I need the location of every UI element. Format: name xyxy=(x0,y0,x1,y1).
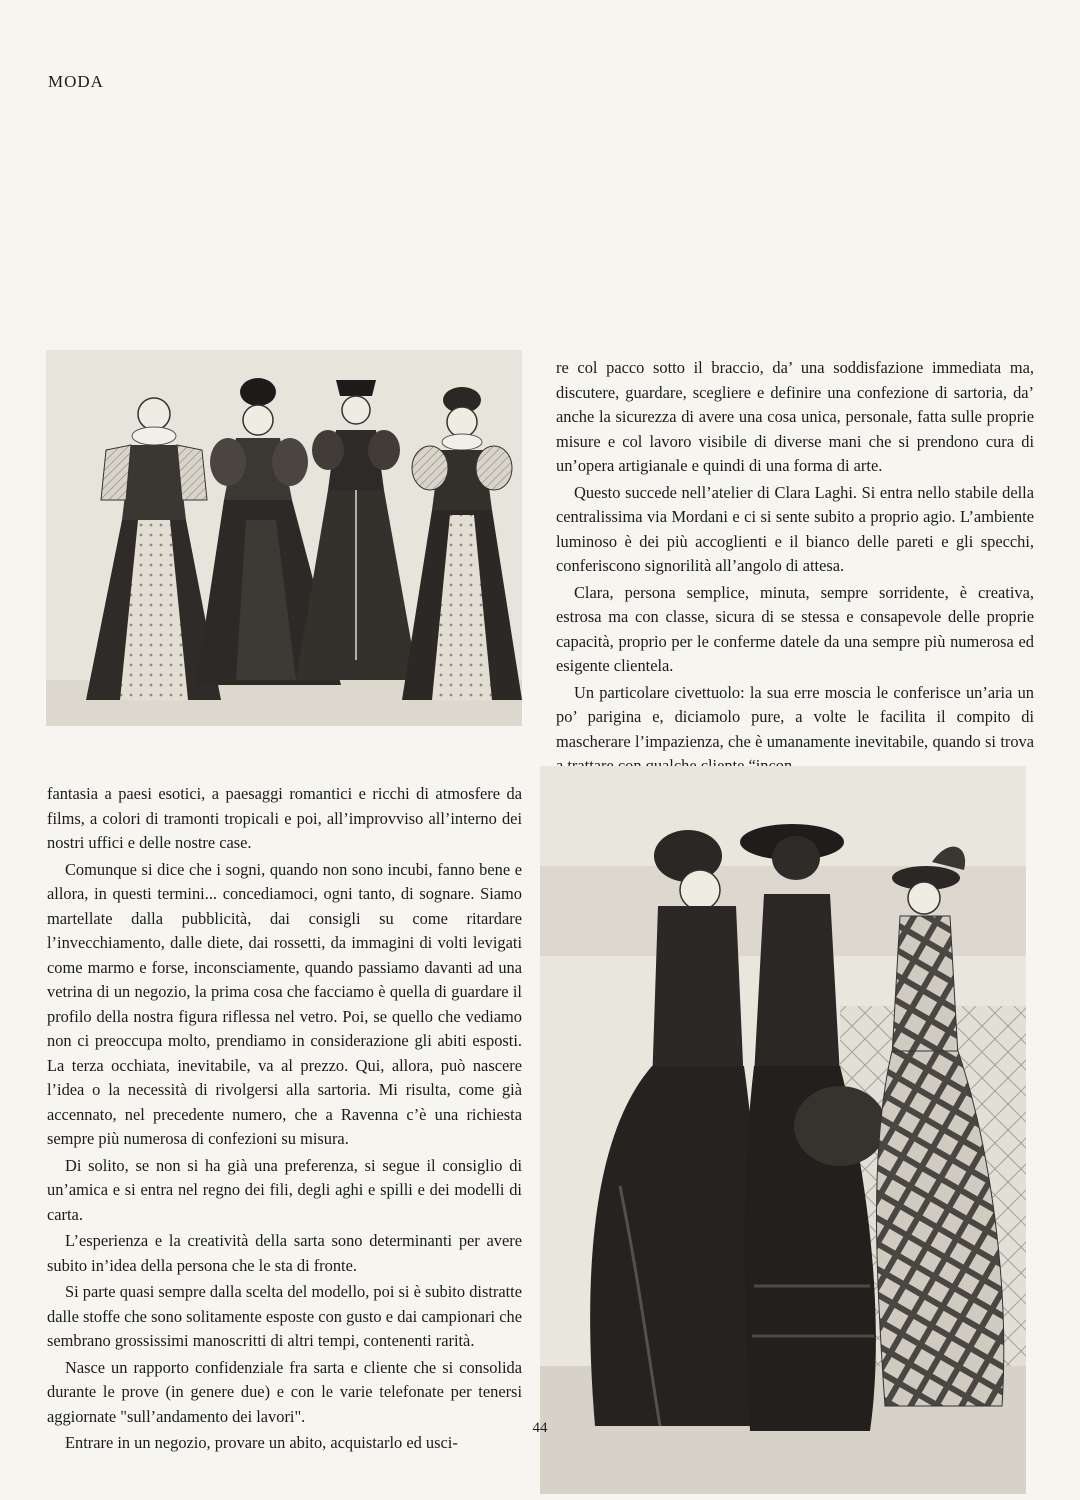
victorian-women-illustration xyxy=(540,766,1026,1494)
paragraph: Di solito, se non si ha già una preferenza, si segue il consiglio di un’amica e si entra nel regno dei fili, degli aghi e spilli e dei modelli di carta. xyxy=(47,1155,522,1224)
section-label: MODA xyxy=(48,72,104,91)
paragraph: Nasce un rapporto confidenziale fra sarta e cliente che si consolida durante le prove (in genere due) e con le varie telefonate per tenersi aggiornate "sull’andamento dei lavori". xyxy=(47,1357,522,1426)
right-text-column xyxy=(556,356,1034,781)
paragraph: Un particolare civettuolo: la sua erre moscia le conferisce un’aria un po’ parigina e, diciamolo pure, a volte le facilita il compito di mascherare l’impazienza, che è umanamente inevitabile, quando si trova xyxy=(556,682,1034,751)
renaissance-gowns-illustration xyxy=(46,350,522,726)
paragraph: fantasia a paesi esotici, a paesaggi romantici e ricchi di atmosfere da films, a colori di tramonti tropicali e poi, all’improvviso all’interno dei nostri uffici e delle nostre case. xyxy=(47,784,522,852)
paragraph: Clara, persona semplice, minuta, sempre sorridente, è creativa, estrosa ma con classe, sicura di se stessa e consapevole delle proprie capacità, proprio per le conferme datele da una sempre più numerosa ed esigente clientela. xyxy=(556,582,1034,675)
paragraph: Si parte quasi sempre dalla scelta del modello, poi si è subito distratte dalle stoffe che sono solitamente esposte con gusto e dai campionari che sembrano grossissimi manoscritti di altri tempi, contenenti rarità. xyxy=(47,1282,522,1350)
paragraph: re col pacco sotto il braccio, da’ una soddisfazione immediata ma, discutere, guardare, scegliere e definire una confezione di sartoria, da’ anche la sicurezza di avere una cosa unica, personale, fatta sulle proprie misure e col lavoro visibile di diverse mani che si prendono cura di un’opera artigianale e quindi di una forma di arte. xyxy=(556,358,1034,475)
paragraph: Entrare in un negozio, provare un abito, acquistarlo ed usci- xyxy=(65,1433,458,1452)
paragraph: L’esperienza e la creatività della sarta sono determinanti per avere subito in’idea della persona che le sta di fronte. xyxy=(47,1231,522,1275)
left-text-column xyxy=(47,782,522,1458)
paragraph: Questo succede nell’atelier di Clara Laghi. Si entra nello stabile della centralissima via Mordani e ci si sente subito a proprio agio. L’ambiente luminoso è dei più accoglienti e il bianco delle pareti e gli specchi, conferiscono signorilità all’angolo di attesa. xyxy=(556,482,1034,575)
paragraph: Comunque si dice che i sogni, quando non sono incubi, fanno bene e allora, in questi termini... concediamoci, ogni tanto, di sognare. Siamo martellate dalla pubblicità, dai consigli su come ritardare l’invecchiamento, dalle diete, dai rossetti, da immagini di volti levigati come marmo e forse, inconsciamente, quando passiamo davanti ad una vetrina di un negozio, la prima cosa che facciamo è quella di guardare il profilo della nostra figura riflessa nel vetro. Poi, se quello che vediamo non ci preoccupa molto, prendiamo in considerazione gli abiti esposti. La terza occhiata, inevitabile, va al prezzo. Qui, allora, può nascere l’idea o la necessità di rivolgersi alla sartoria. Mi risulta, come già accennato, nel precedente numero, che a Ravenna c’è una richiesta sempre più numerosa di confezioni su misura. xyxy=(47,859,522,1148)
page-number: 44 xyxy=(532,1420,548,1436)
